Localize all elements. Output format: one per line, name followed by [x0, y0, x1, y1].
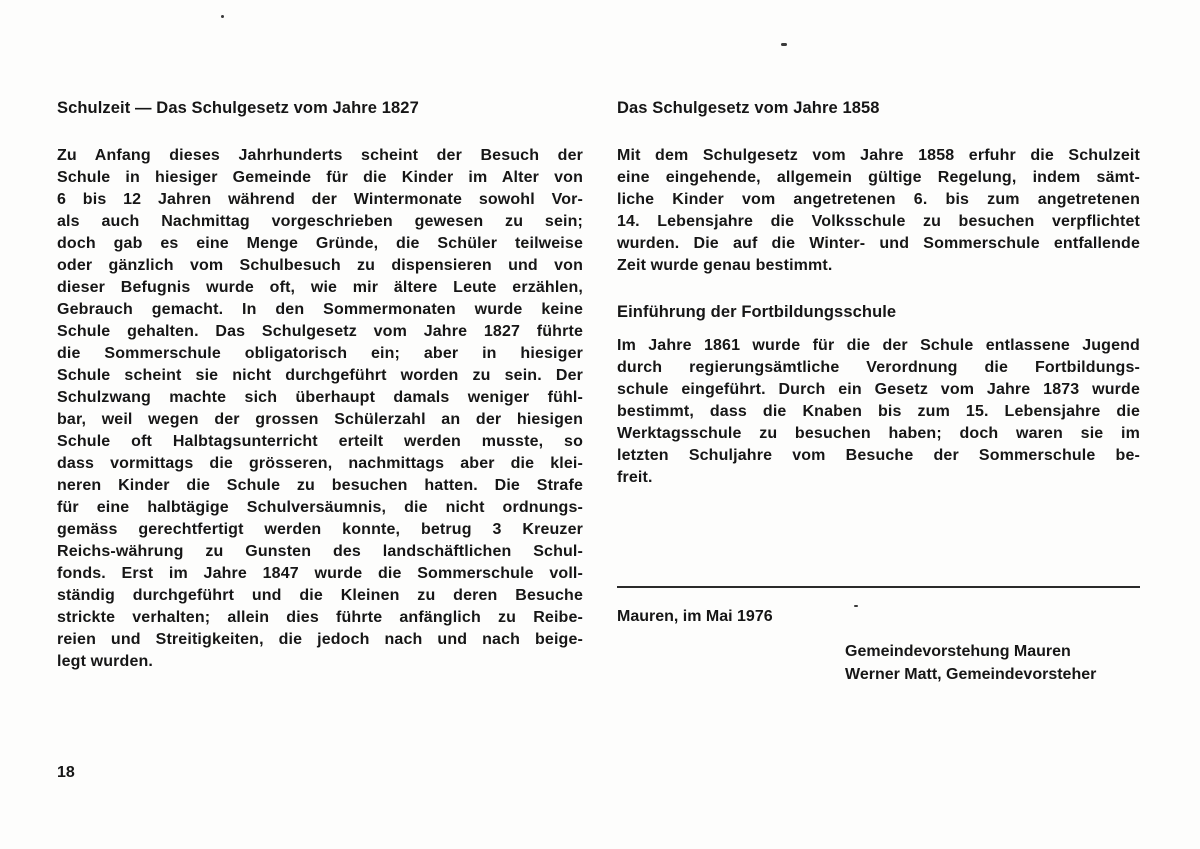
- left-column: [57, 97, 583, 686]
- scan-speck: [221, 15, 224, 18]
- text-line: doch gab es eine Menge Gründe, die Schüler teilweise: [57, 235, 583, 252]
- text-line: gemäss gerechtfertigt werden konnte, betrug 3 Kreuzer: [57, 521, 583, 538]
- signature-block: [845, 640, 1140, 686]
- text-line: Reichs-währung zu Gunsten des landschäftlichen Schul-: [57, 543, 583, 560]
- text-line: Werktagsschule zu besuchen haben; doch waren sie im: [617, 425, 1140, 442]
- section-heading-schulgesetz-1827: Schulzeit — Das Schulgesetz vom Jahre 1827: [57, 99, 419, 117]
- text-line: liche Kinder vom angetretenen 6. bis zum angetretenen: [617, 191, 1140, 208]
- text-line: Gebrauch gemacht. In den Sommermonaten wurde keine: [57, 301, 583, 318]
- text-line: legt wurden.: [57, 653, 154, 670]
- text-line: dass vormittags die grösseren, nachmittags aber die klei-: [57, 455, 583, 472]
- text-line: wurden. Die auf die Winter- und Sommerschule entfallende: [617, 235, 1140, 252]
- text-line: ständig durchgeführt und die Kleinen zu deren Besuche: [57, 587, 583, 604]
- text-line: Zu Anfang dieses Jahrhunderts scheint der Besuch der: [57, 147, 583, 164]
- paragraph-schulgesetz-1827: [57, 145, 583, 673]
- section-heading-fortbildungsschule: Einführung der Fortbildungsschule: [617, 303, 897, 321]
- page-number: 18: [57, 764, 75, 781]
- paragraph-schulgesetz-1858: [617, 145, 1140, 277]
- text-line: Im Jahre 1861 wurde für die der Schule entlassene Jugend: [617, 337, 1140, 354]
- text-line: Schule oft Halbtagsunterricht erteilt werden musste, so: [57, 433, 583, 450]
- text-line: neren Kinder die Schule zu besuchen hatten. Die Strafe: [57, 477, 583, 494]
- text-line: Mit dem Schulgesetz vom Jahre 1858 erfuhr die Schulzeit: [617, 147, 1140, 164]
- scan-speck: [781, 43, 787, 46]
- two-column-layout: [57, 97, 1140, 686]
- text-line: bestimmt, dass die Knaben bis zum 15. Lebensjahre die: [617, 403, 1140, 420]
- text-line: als auch Nachmittag vorgeschrieben gewesen zu sein;: [57, 213, 583, 230]
- text-line: strickte verhalten; allein dies führte anfänglich zu Reibe-: [57, 609, 583, 626]
- text-line: 6 bis 12 Jahren während der Wintermonate sowohl Vor-: [57, 191, 583, 208]
- text-line: die Sommerschule obligatorisch ein; aber in hiesiger: [57, 345, 583, 362]
- text-line: schule eingeführt. Durch ein Gesetz vom Jahre 1873 wurde: [617, 381, 1140, 398]
- text-line: 14. Lebensjahre die Volksschule zu besuchen verpflichtet: [617, 213, 1140, 230]
- section-heading-schulgesetz-1858: Das Schulgesetz vom Jahre 1858: [617, 99, 880, 117]
- paragraph-fortbildungsschule: [617, 335, 1140, 489]
- text-line: eine eingehende, allgemein gültige Regelung, indem sämt-: [617, 169, 1140, 186]
- text-line: Schule gehalten. Das Schulgesetz vom Jahre 1827 führte: [57, 323, 583, 340]
- scan-speck: [854, 605, 858, 607]
- text-line: für eine halbtägige Schulversäumnis, die nicht ordnungs-: [57, 499, 583, 516]
- text-line: bar, weil wegen der grossen Schülerzahl an der hiesigen: [57, 411, 583, 428]
- text-line: letzten Schuljahre vom Besuche der Sommerschule be-: [617, 447, 1140, 464]
- text-line: fonds. Erst im Jahre 1847 wurde die Sommerschule voll-: [57, 565, 583, 582]
- text-line: Zeit wurde genau bestimmt.: [617, 257, 833, 274]
- signature-organization: Gemeindevorstehung Mauren: [845, 643, 1071, 660]
- text-line: reien und Streitigkeiten, die jedoch nach und nach beige-: [57, 631, 583, 648]
- text-line: Schule in hiesiger Gemeinde für die Kinder im Alter von: [57, 169, 583, 186]
- text-line: freit.: [617, 469, 653, 486]
- horizontal-rule: [617, 586, 1140, 588]
- dateline: Mauren, im Mai 1976: [617, 608, 773, 625]
- text-line: durch regierungsämtliche Verordnung die Fortbildungs-: [617, 359, 1140, 376]
- text-line: dieser Befugnis wurde oft, wie mir ältere Leute erzählen,: [57, 279, 583, 296]
- text-line: Schulzwang machte sich überhaupt damals weniger fühl-: [57, 389, 583, 406]
- right-column: [617, 97, 1140, 686]
- signature-person: Werner Matt, Gemeindevorsteher: [845, 666, 1097, 683]
- text-line: Schule scheint sie nicht durchgeführt worden zu sein. Der: [57, 367, 583, 384]
- text-line: oder gänzlich vom Schulbesuch zu dispensieren und von: [57, 257, 583, 274]
